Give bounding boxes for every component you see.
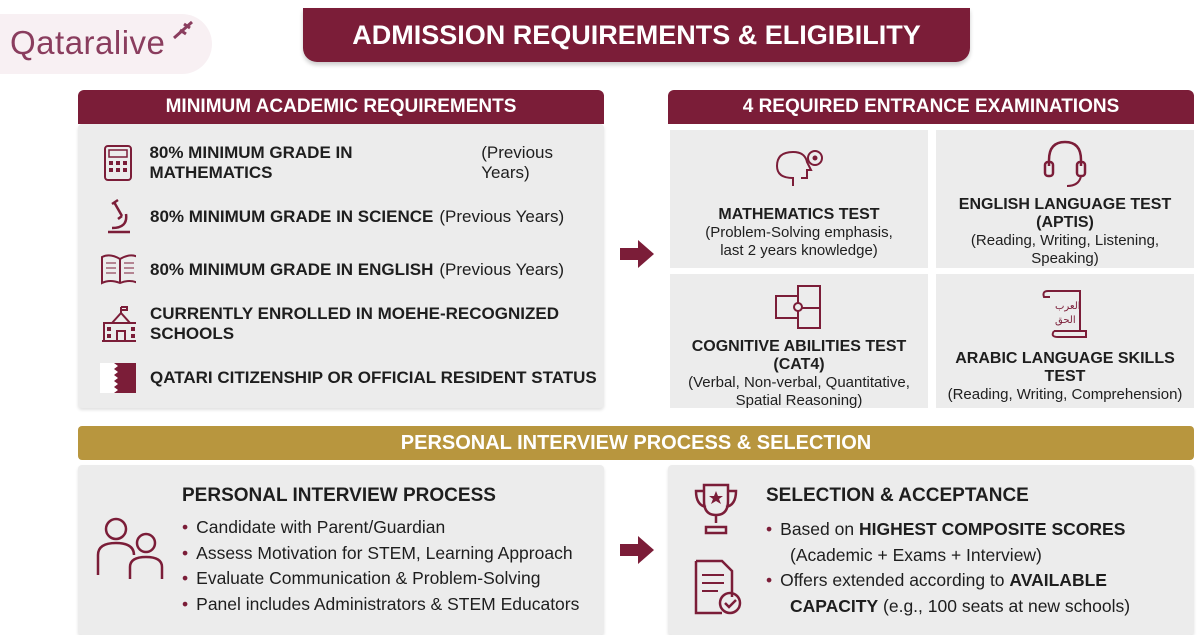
requirement-item — [100, 143, 604, 183]
page-title: ADMISSION REQUIREMENTS & ELIGIBILITY — [303, 8, 970, 62]
people-icon — [94, 515, 170, 581]
exam-card-english — [936, 130, 1194, 268]
text: Offers extended according to — [780, 570, 1010, 590]
selection-list — [766, 517, 1130, 619]
document-check-icon — [692, 557, 744, 617]
selection-item — [766, 517, 1130, 543]
process-title: PERSONAL INTERVIEW PROCESS — [182, 485, 496, 506]
selection-item-cont — [766, 543, 1130, 569]
exam-card-cognitive — [670, 274, 928, 408]
exams-header: 4 REQUIRED ENTRANCE EXAMINATIONS — [668, 90, 1194, 124]
exam-title: MATHEMATICS TEST — [718, 206, 880, 223]
exam-detail: Spatial Reasoning) — [735, 392, 863, 409]
highlight: AVAILABLE — [1009, 570, 1107, 590]
qatar-flag-icon — [100, 358, 136, 398]
exam-detail: last 2 years knowledge) — [720, 242, 878, 259]
process-item: • Evaluate Communication & Problem-Solving — [182, 566, 579, 592]
arabic-scroll-icon — [1040, 282, 1090, 344]
process-item: • Panel includes Administrators & STEM Educators — [182, 592, 579, 618]
exam-card-mathematics — [670, 130, 928, 268]
selection-panel — [668, 465, 1194, 635]
airplane-icon — [172, 18, 196, 40]
interview-header: PERSONAL INTERVIEW PROCESS & SELECTION — [78, 426, 1194, 460]
selection-item-cont — [766, 594, 1130, 620]
academic-header: MINIMUM ACADEMIC REQUIREMENTS — [78, 90, 604, 124]
puzzle-icon — [772, 282, 826, 332]
exam-card-arabic — [936, 274, 1194, 408]
microscope-icon — [100, 197, 136, 237]
exam-title: ENGLISH LANGUAGE TEST (APTIS) — [958, 196, 1172, 231]
book-icon — [100, 250, 136, 290]
arrow-right-icon — [620, 534, 656, 566]
exam-detail: (Reading, Writing, Listening, — [970, 232, 1160, 249]
brain-gear-icon — [771, 138, 827, 200]
exams-section — [668, 90, 1194, 124]
requirement-note: (Previous Years) — [439, 260, 565, 279]
highlight: CAPACITY — [790, 595, 879, 616]
academic-section — [78, 90, 604, 408]
process-list — [182, 515, 579, 617]
requirement-text: 80% MINIMUM GRADE IN MATHEMATICS — [149, 143, 353, 182]
trophy-icon — [692, 481, 740, 537]
requirement-item — [100, 250, 564, 290]
process-item: • Candidate with Parent/Guardian — [182, 515, 579, 541]
requirement-text: 80% MINIMUM GRADE IN SCIENCE — [150, 207, 434, 226]
requirement-note: (Previous Years) — [481, 143, 553, 182]
exam-detail: (Verbal, Non-verbal, Quantitative, — [688, 374, 910, 391]
requirement-note: (Previous Years) — [439, 207, 565, 226]
exam-detail: (Problem-Solving emphasis, — [705, 224, 893, 241]
calculator-icon — [100, 143, 135, 183]
headset-icon — [1041, 138, 1089, 190]
svg-text:العرب: العرب — [1055, 301, 1081, 312]
requirement-item — [100, 304, 604, 344]
requirement-text: QATARI CITIZENSHIP OR OFFICIAL RESIDENT STATUS — [150, 368, 597, 387]
exam-title: ARABIC LANGUAGE SKILLS TEST — [955, 350, 1175, 385]
requirement-item — [100, 358, 597, 398]
interview-process-panel — [78, 465, 604, 635]
process-item: • Assess Motivation for STEM, Learning Approach — [182, 541, 579, 567]
exam-detail: (Reading, Writing, Comprehension) — [947, 386, 1183, 403]
exam-title: COGNITIVE ABILITIES TEST (CAT4) — [691, 338, 907, 373]
requirement-text: 80% MINIMUM GRADE IN ENGLISH — [150, 260, 434, 279]
academic-panel — [78, 124, 604, 408]
requirement-text: CURRENTLY ENROLLED IN MOEHE-RECOGNIZED SCHOOLS — [150, 304, 559, 343]
selection-title: SELECTION & ACCEPTANCE — [766, 485, 1029, 506]
logo-text: Qataralive — [10, 24, 166, 61]
exam-detail: Speaking) — [1031, 250, 1099, 267]
highlight: HIGHEST COMPOSITE SCORES — [858, 519, 1126, 539]
arrow-right-icon — [620, 238, 656, 270]
text: Based on — [780, 519, 859, 539]
requirement-item — [100, 197, 564, 237]
school-icon — [100, 304, 136, 344]
text: (Academic + Exams + Interview) — [790, 544, 1042, 565]
text: (e.g., 100 seats at new schools) — [878, 595, 1131, 616]
selection-item — [766, 568, 1130, 594]
qataralive-logo — [0, 14, 212, 74]
svg-text:الحق: الحق — [1055, 315, 1076, 326]
